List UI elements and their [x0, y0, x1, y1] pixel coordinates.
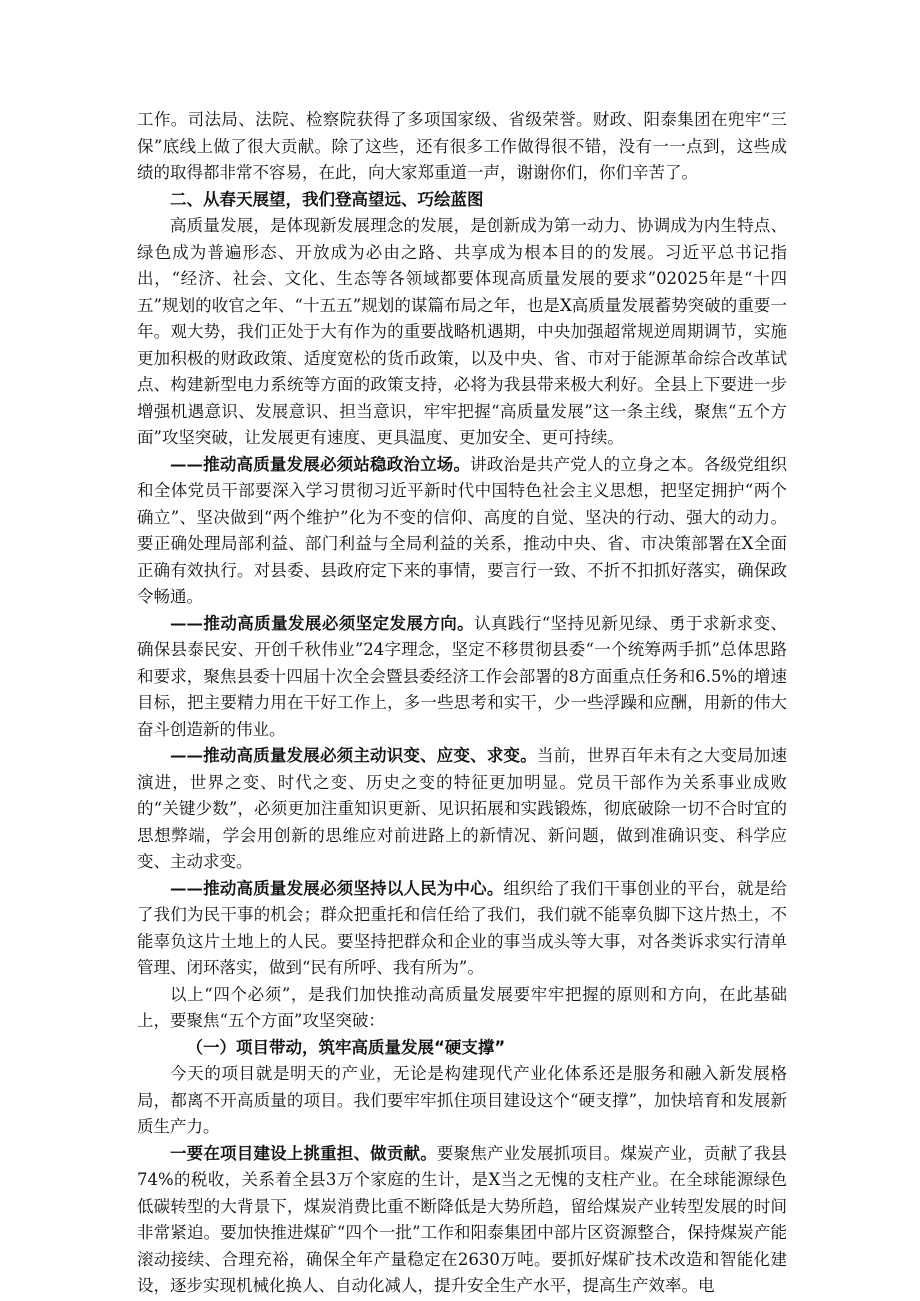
paragraph-text: 当前，世界百年未有之大变局加速演进，世界之变、时代之变、历史之变的特征更加明显。党员干部作为关系事业成败的“关键少数”，必须更加注重知识更新、见识拓展和实践锻炼，彻底破除一切不合时宜的思想弊端，学会用创新的思维应对前进路上的新情况、新问题，做到准确识变、科学应变、主动求变。: [137, 746, 788, 871]
paragraph-text: 以上“四个必须”，是我们加快推动高质量发展要牢牢把握的原则和方向，在此基础上，要聚焦“五个方面”攻坚突破：: [137, 984, 787, 1030]
document-page: [137, 107, 787, 1300]
paragraph-project-construction: [137, 1141, 787, 1300]
paragraph-text: 讲政治是共产党人的立身之本。各级党组织和全体党员干部要深入学习贯彻习近平新时代中国特色社会主义思想，把坚定拥护“两个确立”、坚决做到“两个维护”化为不变的信仰、高度的自觉、坚决的行动、强大的动力。要正确处理局部利益、部门利益与全局利益的关系，推动中央、省、市决策部署在X全面正确有效执行。对县委、县政府定下来的事情，要言行一致、不折不扣抓好落实，确保政令畅通。: [137, 454, 788, 606]
paragraph-projects: [137, 1061, 787, 1141]
paragraph-text: 工作。司法局、法院、检察院获得了多项国家级、省级荣誉。财政、阳泰集团在兜牢“三保”底线上做了很大贡献。除了这些，还有很多工作做得很不错，没有一一点到，这些成绩的取得都非常不容易，在此，向大家郑重道一声，谢谢你们，你们辛苦了。: [137, 110, 787, 182]
paragraph-lead: ——推动高质量发展必须坚定发展方向。: [170, 613, 475, 633]
paragraph-lead: ——推动高质量发展必须坚持以人民为中心。: [170, 878, 504, 898]
paragraph-political-stance: [137, 452, 787, 611]
paragraph-text: 今天的项目就是明天的产业，无论是构建现代产业化体系还是服务和融入新发展格局，都离不开高质量的项目。我们要牢牢抓住项目建设这个“硬支撑”，加快培育和发展新质生产力。: [137, 1064, 787, 1136]
paragraph-text: 组织给了我们干事创业的平台，就是给了我们为民干事的机会；群众把重托和信任给了我们，我们就不能辜负脚下这片热土，不能辜负这片土地上的人民。要坚持把群众和企业的事当成头等大事，对各类诉求实行清单管理、闭环落实，做到“民有所呼、我有所为”。: [137, 878, 788, 977]
paragraph-text: 要聚焦产业发展抓项目。煤炭产业，贡献了我县74%的税收，关系着全县3万个家庭的生计，是X当之无愧的支柱产业。在全球能源绿色低碳转型的大背景下，煤炭消费比重不断降低是大势所趋，留给煤炭产业转型发展的时间非常紧迫。要加快推进煤矿“四个一批”工作和阳泰集团中部片区资源整合，保持煤炭产能滚动接续、合理充裕，确保全年产量稳定在2630万吨。要抓好煤矿技术改造和智能化建设，逐步实现机械化换人、自动化减人，提升安全生产水平，提高生产效率。电: [137, 1143, 788, 1295]
subsection-heading-text: （一）项目带动，筑牢高质量发展“硬支撑”: [186, 1037, 506, 1057]
paragraph-lead: ——推动高质量发展必须站稳政治立场。: [170, 454, 471, 474]
paragraph-adapt-to-change: [137, 743, 787, 876]
section-heading-two: [137, 187, 787, 214]
paragraph-text: 认真践行“坚持见新见绿、勇于求新求变、确保县泰民安、开创千秋伟业”24字理念，坚定不移贯彻县委“一个统筹两手抓”总体思路和要求，聚焦县委十四届十次全会暨县委经济工作会部署的8方面重点任务和6.5%的增速目标，把主要精力用在干好工作上，多一些思考和实干，少一些浮躁和应酬，用新的伟大奋斗创造新的伟业。: [137, 613, 788, 739]
paragraph-high-quality-development: [137, 213, 787, 452]
paragraph-text: 高质量发展，是体现新发展理念的发展，是创新成为第一动力、协调成为内生特点、绿色成为普遍形态、开放成为必由之路、共享成为根本目的的发展。习近平总书记指出，“经济、社会、文化、生态等各领域都要体现高质量发展的要求”02025年是“十四五”规划的收官之年、“十五五”规划的谋篇布局之年，也是X高质量发展蓄势突破的重要一年。观大势，我们正处于大有作为的重要战略机遇期，中央加强超常规逆周期调节，实施更加积极的财政政策、适度宽松的货币政策，以及中央、省、市对于能源革命综合改革试点、构建新型电力系统等方面的政策支持，必将为我县带来极大利好。全县上下要进一步增强机遇意识、发展意识、担当意识，牢牢把握“高质量发展”这一条主线，聚焦“五个方面”攻坚突破，让发展更有速度、更具温度、更加安全、更可持续。: [137, 216, 787, 447]
paragraph-development-direction: [137, 611, 787, 744]
section-heading-text: 二、从春天展望，我们登高望远、巧绘蓝图: [170, 189, 484, 209]
paragraph-four-musts: [137, 982, 787, 1035]
subsection-heading-one: [137, 1035, 787, 1062]
paragraph-lead: 一要在项目建设上挑重担、做贡献。: [170, 1143, 437, 1163]
paragraph-achievements: [137, 107, 787, 187]
paragraph-lead: ——推动高质量发展必须主动识变、应变、求变。: [170, 746, 537, 765]
paragraph-people-centered: [137, 876, 787, 982]
